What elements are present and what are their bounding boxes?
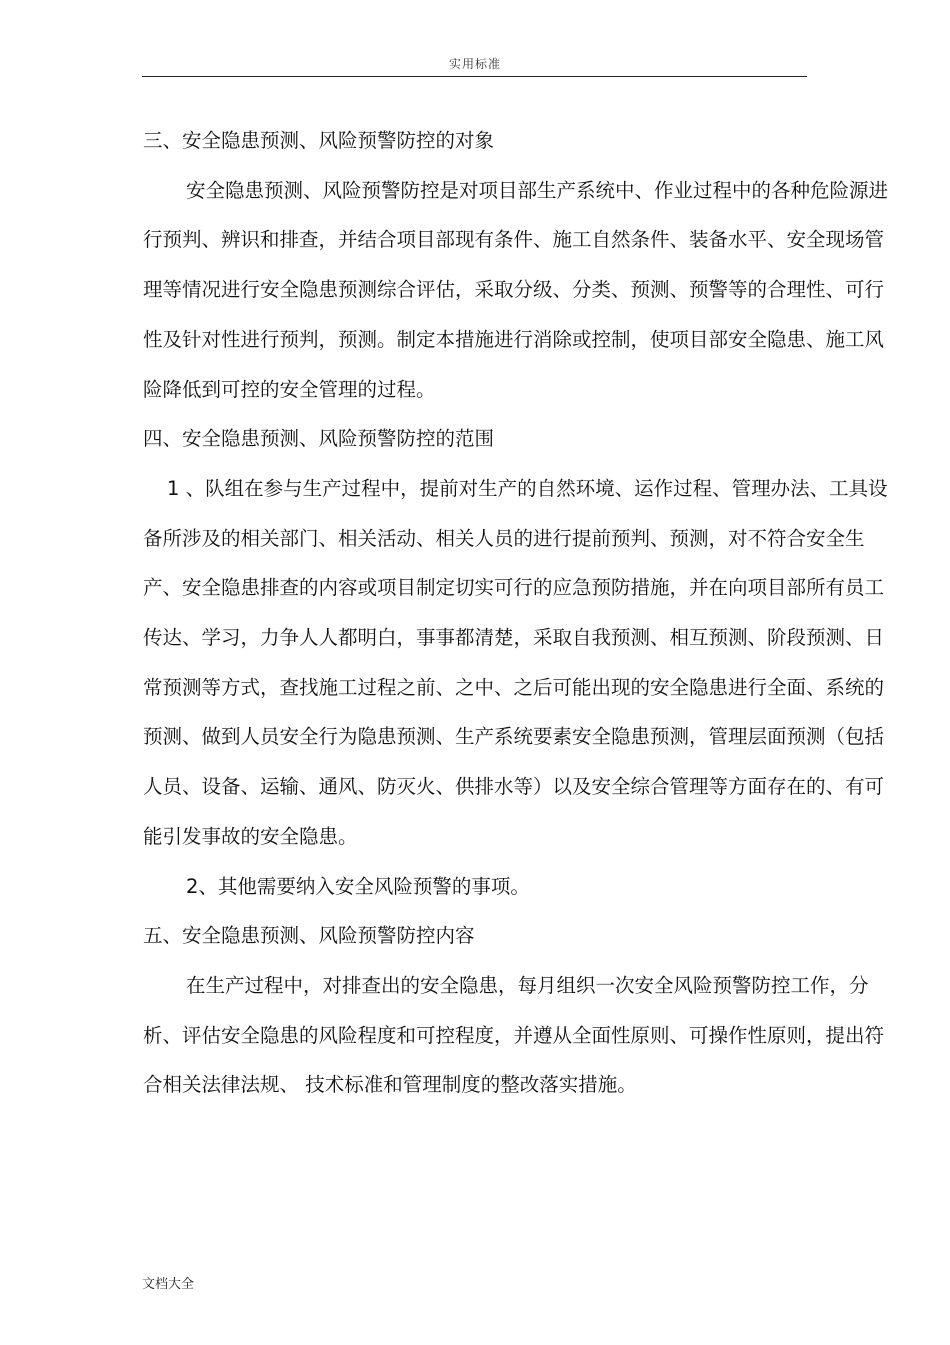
paragraph-content: 在生产过程中，对排查出的安全隐患，每月组织一次安全风险预警防控工作，分析、评估安全隐患的风险程度和可控程度，并遵从全面性原则、可操作性原则，提出符合相关法律法规、 技术标准和管理制度的整改落实措施。 — [143, 973, 885, 1097]
section-heading-5: 五、安全隐患预测、风险预警防控内容 — [143, 924, 475, 948]
section-heading-3: 三、安全隐患预测、风险预警防控的对象 — [143, 129, 495, 152]
paragraph-scope-item-2: 2、其他需要纳入安全风险预警的事项。 — [186, 874, 530, 898]
header-divider — [142, 76, 807, 77]
page-footer-label: 文档大全 — [142, 1277, 195, 1292]
section-heading-4: 四、安全隐患预测、风险预警防控的范围 — [143, 427, 495, 451]
document-body — [0, 116, 950, 1110]
paragraph-object: 安全隐患预测、风险预警防控是对项目部生产系统中、作业过程中的各种危险源进行预判、辨识和排查，并结合项目部现有条件、施工自然条件、装备水平、安全现场管理等情况进行安全隐患预测综合评估，采取分级、分类、预测、预警等的合理性、可行性及针对性进行预判，预测。制定本措施进行消除或控制，使项目部安全隐患、施工风险降低到可控的安全管理的过程。 — [143, 178, 889, 401]
page-header-title: 实用标准 — [448, 57, 501, 71]
paragraph-scope-item-1: 1 、队组在参与生产过程中，提前对生产的自然环境、运作过程、管理办法、工具设备所涉及的相关部门、相关活动、相关人员的进行提前预判、预测，对不符合安全生产、安全隐患排查的内容或项目制定切实可行的应急预防措施，并在向项目部所有员工传达、学习，力争人人都明白，事事都清楚，采取自我预测、相互预测、阶段预测、日常预测等方式，查找施工过程之前、之中、之后可能出现的安全隐患进行全面、系统的预测、做到人员安全行为隐患预测、生产系统要素安全隐患预测，管理层面预测（包括人员、设备、运输、通风、防灭火、供排水等）以及安全综合管理等方面存在的、有可能引发事故的安全隐患。 — [143, 476, 888, 848]
